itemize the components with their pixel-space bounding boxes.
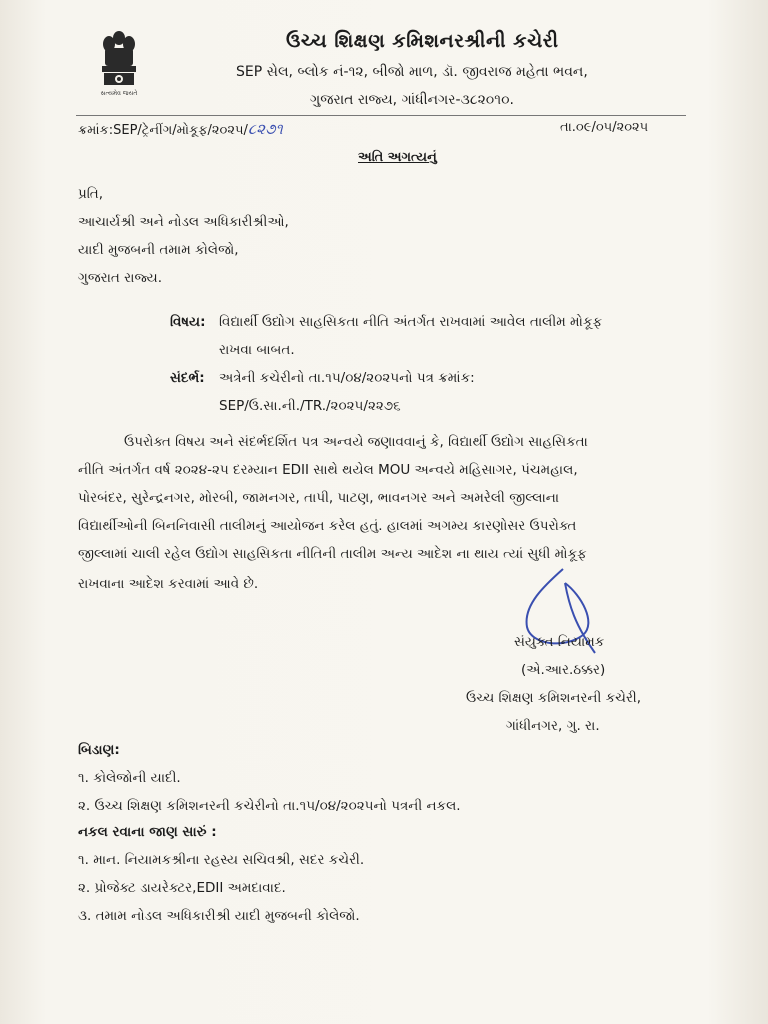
reference-label: સંદર્ભ: [170, 370, 205, 386]
subject-line-1: વિદ્યાર્થી ઉદ્યોગ સાહસિકતા નીતિ અંતર્ગત રાખવામાં આવેલ તાલીમ મોકૂફ [219, 314, 603, 330]
recipient-line-4: ગુજરાત રાજ્ય. [78, 270, 162, 286]
signature-icon [505, 565, 605, 665]
recipient-line-3: યાદી મુજબની તમામ કોલેજો, [78, 242, 239, 258]
enclosures-heading: બિડાણ: [78, 742, 120, 758]
recipient-line-2: આચાર્યશ્રી અને નોડલ અધિકારીશ્રીઓ, [78, 214, 289, 230]
copy-item: ૩. તમામ નોડલ અધિકારીશ્રી યાદી મુજબની કોલેજો. [78, 908, 360, 924]
copy-item: ૧. માન. નિયામકશ્રીના રહસ્ય સચિવશ્રી, સદર કચેરી. [78, 852, 365, 868]
urgent-label: અતિ અગત્યનું [358, 150, 437, 165]
emblem-motto: સત્યમેવ જયતે [100, 90, 138, 97]
address-line-2: ગુજરાત રાજ્ય, ગાંધીનગર-૩૮૨૦૧૦. [310, 92, 514, 108]
body-line-6: રાખવાના આદેશ કરવામાં આવે છે. [78, 576, 259, 592]
body-line-1: ઉપરોક્ત વિષય અને સંદર્ભદર્શિત પત્ર અન્વયે જણાવવાનું કે, વિદ્યાર્થી ઉદ્યોગ સાહસિકતા [124, 434, 588, 450]
recipient-line-1: પ્રતિ, [78, 186, 104, 202]
body-line-4: વિદ્યાર્થીઓની બિનનિવાસી તાલીમનું આયોજન કરેલ હતું. હાલમાં અગમ્ય કારણોસર ઉપરોક્ત [78, 518, 577, 534]
copies-heading: નકલ રવાના જાણ સારું : [78, 824, 217, 840]
signatory-office: ઉચ્ચ શિક્ષણ કમિશનરની કચેરી, [466, 690, 642, 706]
body-line-3: પોરબંદર, સુરેન્દ્રનગર, મોરબી, જામનગર, તાપી, પાટણ, ભાવનગર અને અમરેલી જીલ્લાના [78, 490, 560, 506]
signatory-name: (એ.આર.ઠક્કર) [521, 662, 606, 678]
reference-prefix: ક્રમાંક:SEP/ટ્રેનીંગ/મોકૂફ/૨૦૨૫/ [78, 123, 248, 138]
handwritten-number: ૮૨૭૧ [247, 120, 283, 138]
reference-line-1: અત્રેની કચેરીનો તા.૧૫/૦૪/૨૦૨૫નો પત્ર ક્રમાંક: [219, 370, 475, 386]
signatory-place: ગાંધીનગર, ગુ. રા. [506, 718, 600, 734]
signatory-title: સંયુક્ત નિયામક [514, 634, 605, 650]
office-title: ઉચ્ચ શિક્ષણ કમિશનરશ્રીની કચેરી [286, 30, 559, 52]
body-line-2: નીતિ અંતર્ગત વર્ષ ૨૦૨૪-૨૫ દરમ્યાન EDII સાથે થયેલ MOU અન્વયે મહિસાગર, પંચમહાલ, [78, 462, 578, 478]
address-line-1: SEP સેલ, બ્લોક નં-૧૨, બીજો માળ, ડૉ. જીવરાજ મહેતા ભવન, [236, 64, 588, 80]
letter-date: તા.૦૯/૦૫/૨૦૨૫ [560, 120, 649, 135]
subject-line-2: રાખવા બાબત. [219, 342, 295, 358]
enclosure-item: ૧. કોલેજોની યાદી. [78, 770, 181, 786]
header-divider [76, 115, 686, 116]
copy-item: ૨. પ્રોજેક્ટ ડાયરેક્ટર,EDII અમદાવાદ. [78, 880, 286, 896]
reference-number [78, 120, 283, 138]
enclosure-item: ૨. ઉચ્ચ શિક્ષણ કમિશનરની કચેરીનો તા.૧૫/૦૪/૨૦૨૫નો પત્રની નકલ. [78, 798, 461, 814]
body-line-5: જીલ્લામાં ચાલી રહેલ ઉદ્યોગ સાહસિકતા નીતિની તાલીમ અન્ય આદેશ ના થાય ત્યાં સુધી મોકૂફ [78, 546, 587, 562]
subject-label: વિષય: [170, 314, 206, 330]
reference-line-2: SEP/ઉ.સા.ની./TR./૨૦૨૫/૨૨૭૬ [219, 398, 401, 414]
